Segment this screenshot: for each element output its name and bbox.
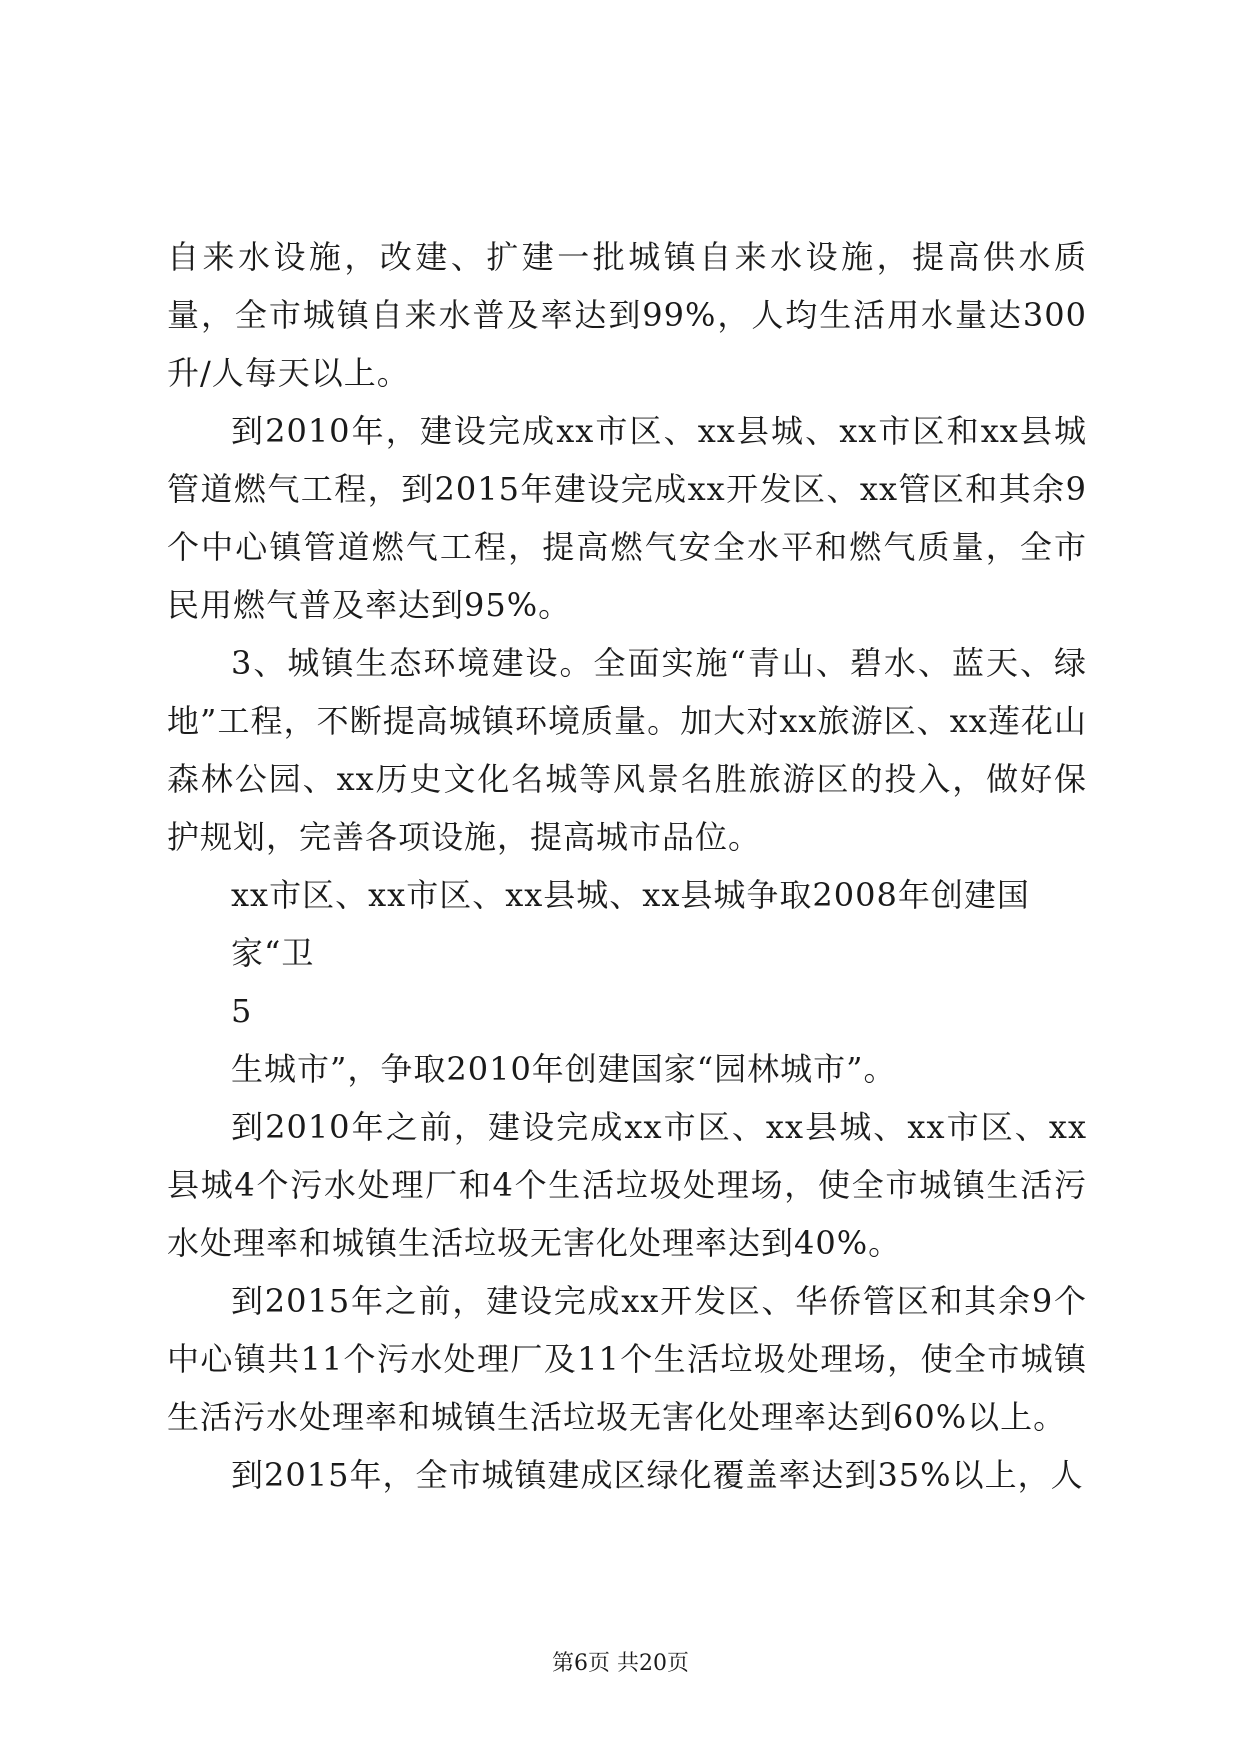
paragraph-sanitary-city: xx市区、xx市区、xx县城、xx县城争取2008年创建国家“卫 [231, 876, 1030, 972]
page-footer: 第6页 共20页 [552, 1651, 689, 1676]
paragraph-greening-2015: 到2015年，全市城镇建成区绿化覆盖率达到35%以上，人 [231, 1456, 1084, 1494]
paragraph-gas-pipeline: 到2010年，建设完成xx市区、xx县城、xx市区和xx县城管道燃气工程，到2015年建设完成xx开发区、xx管区和其余9个中心镇管道燃气工程，提高燃气安全水平和燃气质量，全市民用燃气普及率达到95%。 [167, 412, 1087, 624]
document-body [167, 228, 1087, 1504]
page-break-number: 5 [231, 992, 253, 1030]
paragraph-sewage-2010: 到2010年之前，建设完成xx市区、xx县城、xx市区、xx县城4个污水处理厂和4个生活垃圾处理场，使全市城镇生活污水处理率和城镇生活垃圾无害化处理率达到40%。 [167, 1108, 1087, 1262]
paragraph-ecological-environment: 3、城镇生态环境建设。全面实施“青山、碧水、蓝天、绿地”工程，不断提高城镇环境质量。加大对xx旅游区、xx莲花山森林公园、xx历史文化名城等风景名胜旅游区的投入，做好保护规划，完善各项设施，提高城市品位。 [167, 644, 1087, 856]
paragraph-water-supply: 自来水设施，改建、扩建一批城镇自来水设施，提高供水质量，全市城镇自来水普及率达到99%，人均生活用水量达300升/人每天以上。 [167, 238, 1087, 392]
paragraph-sewage-2015: 到2015年之前，建设完成xx开发区、华侨管区和其余9个中心镇共11个污水处理厂及11个生活垃圾处理场，使全市城镇生活污水处理率和城镇生活垃圾无害化处理率达到60%以上。 [167, 1282, 1087, 1436]
paragraph-garden-city: 生城市”，争取2010年创建国家“园林城市”。 [231, 1050, 897, 1088]
